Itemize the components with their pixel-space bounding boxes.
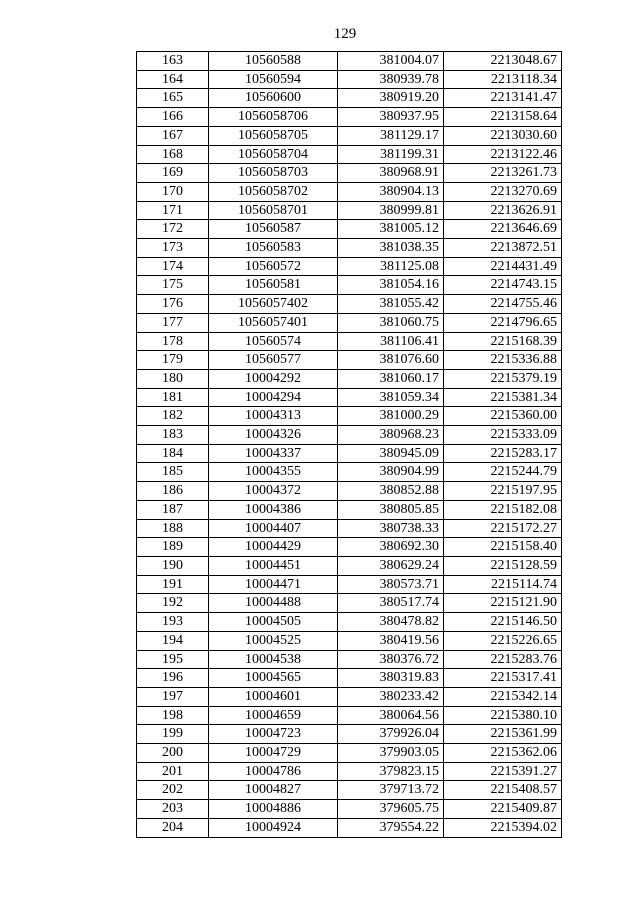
y-coordinate-cell: 2215182.08	[444, 500, 562, 519]
x-coordinate-cell: 381004.07	[338, 52, 444, 71]
point-number-cell: 179	[137, 351, 209, 370]
table-row	[137, 388, 562, 407]
table-row	[137, 669, 562, 688]
point-id-cell: 1056058701	[209, 201, 338, 220]
point-number-cell: 173	[137, 239, 209, 258]
point-number-cell: 183	[137, 426, 209, 445]
point-id-cell: 1056057401	[209, 313, 338, 332]
point-id-cell: 10004313	[209, 407, 338, 426]
table-row	[137, 800, 562, 819]
point-number-cell: 166	[137, 108, 209, 127]
page-number: 129	[333, 26, 357, 42]
point-id-cell: 10004488	[209, 594, 338, 613]
point-number-cell: 202	[137, 781, 209, 800]
point-id-cell: 1056058704	[209, 145, 338, 164]
point-number-cell: 198	[137, 706, 209, 725]
coordinates-table	[136, 51, 562, 838]
point-id-cell: 10004292	[209, 369, 338, 388]
y-coordinate-cell: 2215317.41	[444, 669, 562, 688]
table-row	[137, 594, 562, 613]
point-id-cell: 1056058706	[209, 108, 338, 127]
table-row	[137, 556, 562, 575]
x-coordinate-cell: 381005.12	[338, 220, 444, 239]
y-coordinate-cell: 2215244.79	[444, 463, 562, 482]
point-number-cell: 193	[137, 613, 209, 632]
x-coordinate-cell: 381060.75	[338, 313, 444, 332]
point-number-cell: 185	[137, 463, 209, 482]
y-coordinate-cell: 2215128.59	[444, 556, 562, 575]
point-number-cell: 200	[137, 744, 209, 763]
point-id-cell: 10004538	[209, 650, 338, 669]
y-coordinate-cell: 2213122.46	[444, 145, 562, 164]
y-coordinate-cell: 2214743.15	[444, 276, 562, 295]
x-coordinate-cell: 380919.20	[338, 89, 444, 108]
table-row	[137, 762, 562, 781]
table-row	[137, 52, 562, 71]
table-row	[137, 575, 562, 594]
point-number-cell: 199	[137, 725, 209, 744]
point-number-cell: 180	[137, 369, 209, 388]
x-coordinate-cell: 380319.83	[338, 669, 444, 688]
y-coordinate-cell: 2213646.69	[444, 220, 562, 239]
x-coordinate-cell: 380904.13	[338, 182, 444, 201]
table-row	[137, 744, 562, 763]
x-coordinate-cell: 380478.82	[338, 613, 444, 632]
coordinates-table-body	[137, 52, 562, 838]
point-number-cell: 181	[137, 388, 209, 407]
table-row	[137, 463, 562, 482]
x-coordinate-cell: 380968.23	[338, 426, 444, 445]
point-id-cell: 10004505	[209, 613, 338, 632]
point-number-cell: 178	[137, 332, 209, 351]
x-coordinate-cell: 381054.16	[338, 276, 444, 295]
y-coordinate-cell: 2215394.02	[444, 818, 562, 837]
x-coordinate-cell: 380939.78	[338, 70, 444, 89]
point-id-cell: 10004372	[209, 482, 338, 501]
point-id-cell: 10560588	[209, 52, 338, 71]
table-row	[137, 538, 562, 557]
point-number-cell: 191	[137, 575, 209, 594]
x-coordinate-cell: 380738.33	[338, 519, 444, 538]
x-coordinate-cell: 379605.75	[338, 800, 444, 819]
x-coordinate-cell: 380805.85	[338, 500, 444, 519]
point-id-cell: 10560572	[209, 257, 338, 276]
table-row	[137, 332, 562, 351]
x-coordinate-cell: 380233.42	[338, 687, 444, 706]
x-coordinate-cell: 380968.91	[338, 164, 444, 183]
point-number-cell: 203	[137, 800, 209, 819]
y-coordinate-cell: 2214431.49	[444, 257, 562, 276]
point-number-cell: 172	[137, 220, 209, 239]
point-number-cell: 201	[137, 762, 209, 781]
table-row	[137, 650, 562, 669]
table-row	[137, 369, 562, 388]
y-coordinate-cell: 2214755.46	[444, 295, 562, 314]
table-row	[137, 500, 562, 519]
table-row	[137, 687, 562, 706]
x-coordinate-cell: 379926.04	[338, 725, 444, 744]
point-id-cell: 10004294	[209, 388, 338, 407]
point-id-cell: 10004407	[209, 519, 338, 538]
y-coordinate-cell: 2215121.90	[444, 594, 562, 613]
table-row	[137, 276, 562, 295]
table-row	[137, 725, 562, 744]
point-id-cell: 10004451	[209, 556, 338, 575]
y-coordinate-cell: 2213158.64	[444, 108, 562, 127]
point-number-cell: 167	[137, 126, 209, 145]
point-number-cell: 194	[137, 631, 209, 650]
table-row	[137, 108, 562, 127]
table-row	[137, 444, 562, 463]
x-coordinate-cell: 381106.41	[338, 332, 444, 351]
point-number-cell: 182	[137, 407, 209, 426]
point-id-cell: 1056058702	[209, 182, 338, 201]
point-id-cell: 10004525	[209, 631, 338, 650]
x-coordinate-cell: 380904.99	[338, 463, 444, 482]
table-row	[137, 70, 562, 89]
point-id-cell: 1056058703	[209, 164, 338, 183]
y-coordinate-cell: 2215379.19	[444, 369, 562, 388]
x-coordinate-cell: 381060.17	[338, 369, 444, 388]
y-coordinate-cell: 2213048.67	[444, 52, 562, 71]
y-coordinate-cell: 2215168.39	[444, 332, 562, 351]
table-row	[137, 781, 562, 800]
table-row	[137, 631, 562, 650]
x-coordinate-cell: 381038.35	[338, 239, 444, 258]
table-row	[137, 706, 562, 725]
point-id-cell: 10560587	[209, 220, 338, 239]
x-coordinate-cell: 381000.29	[338, 407, 444, 426]
table-row	[137, 295, 562, 314]
table-row	[137, 482, 562, 501]
point-id-cell: 10004827	[209, 781, 338, 800]
table-row	[137, 351, 562, 370]
table-row	[137, 239, 562, 258]
table-row	[137, 313, 562, 332]
point-number-cell: 187	[137, 500, 209, 519]
table-row	[137, 220, 562, 239]
point-number-cell: 189	[137, 538, 209, 557]
point-id-cell: 10004786	[209, 762, 338, 781]
point-id-cell: 10004924	[209, 818, 338, 837]
point-id-cell: 10004723	[209, 725, 338, 744]
y-coordinate-cell: 2215380.10	[444, 706, 562, 725]
point-id-cell: 10004337	[209, 444, 338, 463]
x-coordinate-cell: 381125.08	[338, 257, 444, 276]
y-coordinate-cell: 2215342.14	[444, 687, 562, 706]
point-number-cell: 170	[137, 182, 209, 201]
point-number-cell: 163	[137, 52, 209, 71]
y-coordinate-cell: 2213261.73	[444, 164, 562, 183]
table-row	[137, 126, 562, 145]
y-coordinate-cell: 2215409.87	[444, 800, 562, 819]
y-coordinate-cell: 2215146.50	[444, 613, 562, 632]
y-coordinate-cell: 2215360.00	[444, 407, 562, 426]
point-id-cell: 1056058705	[209, 126, 338, 145]
point-id-cell: 10004659	[209, 706, 338, 725]
point-id-cell: 10560581	[209, 276, 338, 295]
point-number-cell: 164	[137, 70, 209, 89]
y-coordinate-cell: 2215197.95	[444, 482, 562, 501]
y-coordinate-cell: 2215408.57	[444, 781, 562, 800]
point-id-cell: 10004729	[209, 744, 338, 763]
y-coordinate-cell: 2215391.27	[444, 762, 562, 781]
point-number-cell: 195	[137, 650, 209, 669]
table-row	[137, 257, 562, 276]
y-coordinate-cell: 2215336.88	[444, 351, 562, 370]
y-coordinate-cell: 2215226.65	[444, 631, 562, 650]
y-coordinate-cell: 2215172.27	[444, 519, 562, 538]
x-coordinate-cell: 380064.56	[338, 706, 444, 725]
point-id-cell: 10004565	[209, 669, 338, 688]
y-coordinate-cell: 2213141.47	[444, 89, 562, 108]
x-coordinate-cell: 380376.72	[338, 650, 444, 669]
point-id-cell: 10560600	[209, 89, 338, 108]
point-id-cell: 10560574	[209, 332, 338, 351]
y-coordinate-cell: 2215283.76	[444, 650, 562, 669]
y-coordinate-cell: 2215362.06	[444, 744, 562, 763]
y-coordinate-cell: 2215361.99	[444, 725, 562, 744]
y-coordinate-cell: 2214796.65	[444, 313, 562, 332]
point-id-cell: 10004386	[209, 500, 338, 519]
point-number-cell: 177	[137, 313, 209, 332]
x-coordinate-cell: 379713.72	[338, 781, 444, 800]
x-coordinate-cell: 381129.17	[338, 126, 444, 145]
point-id-cell: 10004326	[209, 426, 338, 445]
table-row	[137, 818, 562, 837]
x-coordinate-cell: 380945.09	[338, 444, 444, 463]
y-coordinate-cell: 2215158.40	[444, 538, 562, 557]
point-id-cell: 10004601	[209, 687, 338, 706]
y-coordinate-cell: 2213118.34	[444, 70, 562, 89]
point-number-cell: 184	[137, 444, 209, 463]
table-row	[137, 201, 562, 220]
point-number-cell: 188	[137, 519, 209, 538]
point-number-cell: 174	[137, 257, 209, 276]
table-row	[137, 407, 562, 426]
point-number-cell: 175	[137, 276, 209, 295]
y-coordinate-cell: 2213030.60	[444, 126, 562, 145]
table-row	[137, 519, 562, 538]
point-id-cell: 10560583	[209, 239, 338, 258]
point-number-cell: 186	[137, 482, 209, 501]
x-coordinate-cell: 379823.15	[338, 762, 444, 781]
x-coordinate-cell: 381076.60	[338, 351, 444, 370]
point-id-cell: 10560594	[209, 70, 338, 89]
x-coordinate-cell: 380573.71	[338, 575, 444, 594]
point-number-cell: 165	[137, 89, 209, 108]
point-id-cell: 10004886	[209, 800, 338, 819]
x-coordinate-cell: 379554.22	[338, 818, 444, 837]
y-coordinate-cell: 2213270.69	[444, 182, 562, 201]
point-number-cell: 168	[137, 145, 209, 164]
table-row	[137, 164, 562, 183]
x-coordinate-cell: 380629.24	[338, 556, 444, 575]
point-number-cell: 204	[137, 818, 209, 837]
x-coordinate-cell: 380937.95	[338, 108, 444, 127]
point-number-cell: 190	[137, 556, 209, 575]
x-coordinate-cell: 380852.88	[338, 482, 444, 501]
y-coordinate-cell: 2213872.51	[444, 239, 562, 258]
point-number-cell: 176	[137, 295, 209, 314]
point-number-cell: 196	[137, 669, 209, 688]
point-number-cell: 169	[137, 164, 209, 183]
table-row	[137, 182, 562, 201]
point-id-cell: 10004471	[209, 575, 338, 594]
x-coordinate-cell: 381059.34	[338, 388, 444, 407]
y-coordinate-cell: 2215333.09	[444, 426, 562, 445]
y-coordinate-cell: 2215283.17	[444, 444, 562, 463]
x-coordinate-cell: 380999.81	[338, 201, 444, 220]
y-coordinate-cell: 2215114.74	[444, 575, 562, 594]
point-id-cell: 10004355	[209, 463, 338, 482]
table-row	[137, 89, 562, 108]
point-id-cell: 1056057402	[209, 295, 338, 314]
y-coordinate-cell: 2213626.91	[444, 201, 562, 220]
x-coordinate-cell: 380692.30	[338, 538, 444, 557]
table-row	[137, 426, 562, 445]
table-row	[137, 145, 562, 164]
x-coordinate-cell: 380517.74	[338, 594, 444, 613]
x-coordinate-cell: 381055.42	[338, 295, 444, 314]
x-coordinate-cell: 379903.05	[338, 744, 444, 763]
point-id-cell: 10004429	[209, 538, 338, 557]
point-number-cell: 197	[137, 687, 209, 706]
x-coordinate-cell: 380419.56	[338, 631, 444, 650]
x-coordinate-cell: 381199.31	[338, 145, 444, 164]
point-number-cell: 171	[137, 201, 209, 220]
point-number-cell: 192	[137, 594, 209, 613]
point-id-cell: 10560577	[209, 351, 338, 370]
table-row	[137, 613, 562, 632]
y-coordinate-cell: 2215381.34	[444, 388, 562, 407]
